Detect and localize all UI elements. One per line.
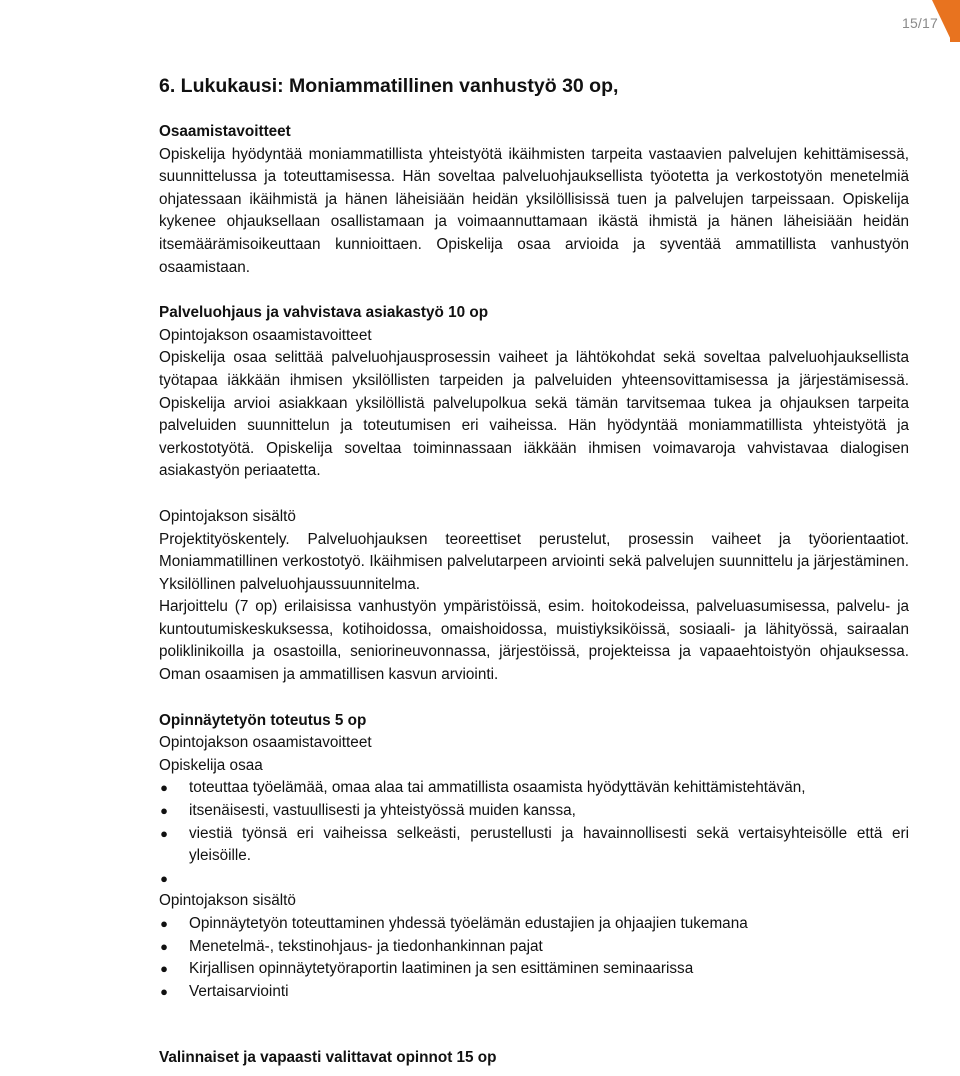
bullet-icon: ●: [160, 938, 168, 954]
section-heading: Osaamistavoitteet: [159, 123, 291, 140]
section-learning-outcomes: [159, 121, 909, 279]
list-item: [159, 823, 909, 868]
list-item-text: Opinnäytetyön toteuttaminen yhdessä työelämän edustajien ja ohjaajien tukemana: [189, 915, 748, 932]
goals-bullet-list: [159, 777, 909, 890]
course-goals-intro: Opiskelija osaa: [159, 756, 263, 774]
content-bullet-list: [159, 913, 909, 1003]
bullet-icon: ●: [160, 983, 168, 999]
bullet-icon: ●: [160, 961, 168, 977]
bullet-icon: ●: [160, 870, 168, 886]
list-item-text: Kirjallisen opinnäytetyöraportin laatiminen ja sen esittäminen seminaarissa: [189, 960, 694, 978]
section-thesis: [159, 710, 909, 1004]
list-item-text: Vertaisarviointi: [189, 982, 289, 1000]
course-content-paragraph: Harjoittelu (7 op) erilaisissa vanhustyön ympäristöissä, esim. hoitokodeissa, palveluasumisessa, palvelu- ja kuntoutumiskeskuksessa, kotihoidossa, omaishoidossa, muistiyksiköissä, sosiaali- ja lähityössä, sairaalan poliklinikoilla ja osastoilla, seniorineuvonnassa, järjestöissä, projekteissa ja vapaaehtoistyön ohjauksessa. Oman osaamisen ja ammatillisen kasvun arviointi.: [159, 598, 909, 684]
bullet-icon: ●: [160, 780, 168, 796]
course-goals-label: Opintojakson osaamistavoitteet: [159, 326, 372, 344]
empty-list-item: [159, 868, 909, 891]
course-goals-text: Opiskelija osaa selittää palveluohjausprosessin vaiheet ja lähtökohdat sekä soveltaa palveluohjauksellista työtapaa iäkkään ihmisen yksilöllisten tarpeiden ja palveluiden yhteensovittamisessa ja järjestämisessä. Opiskelija arvioi asiakkaan yksilöllistä palvelupolkua sekä tämän tarvitsemaa tukea ja ohjauksen tarpeita palveluiden suunnittelun ja toteutumisen eri vaiheissa. Hän hyödyntää moniammatillista yhteistyötä ja verkostotyötä. Opiskelija soveltaa toiminnassaan iäkkään ihmisen voimavaroja vahvistavaa dialogisen asiakastyön periaatetta.: [159, 349, 909, 480]
document-body: [159, 73, 909, 1070]
section-paragraph: Opiskelija hyödyntää moniammatillista yhteistyötä ikäihmisten tarpeita vastaavien palvelujen kehittämisessä, suunnittelussa ja toteuttamisessa. Hän soveltaa palveluohjauksellista työotetta ja verkostotyön menetelmiä ohjatessaan ikäihmistä ja hänen läheisiään heidän yksilöllisissä tuen ja palvelujen tarpeissaan. Opiskelija kykenee ohjauksellaan osallistamaan ja voimaannuttamaan ikästä ihmistä ja hänen läheisiään heidän itsemäärämisoikeuttaan kunnioittaen. Opiskelija osaa arvioida ja syventää ammatillista vanhustyön osaamistaan.: [159, 145, 909, 276]
list-item-text: toteuttaa työelämää, omaa alaa tai ammatillista osaamista hyödyttävän kehittämistehtävän,: [189, 779, 806, 797]
course-heading: Palveluohjaus ja vahvistava asiakastyö 10 op: [159, 304, 489, 322]
course-goals-label: Opintojakson osaamistavoitteet: [159, 734, 372, 752]
bullet-icon: ●: [160, 916, 168, 931]
list-item: [159, 913, 909, 936]
section-service-guidance-content: [159, 506, 909, 687]
bullet-icon: ●: [160, 803, 168, 819]
list-item-text: Menetelmä-, tekstinohjaus- ja tiedonhankinnan pajat: [189, 937, 543, 955]
chapter-title: 6. Lukukausi: Moniammatillinen vanhustyö 30 op,: [159, 75, 619, 97]
list-item-text: itsenäisesti, vastuullisesti ja yhteistyössä muiden kanssa,: [189, 802, 576, 820]
list-item-text: viestiä työnsä eri vaiheissa selkeästi, perustellusti ja havainnollisesti sekä vertaisyhteisölle että eri yleisöille.: [189, 824, 909, 865]
spacer: [159, 1025, 909, 1047]
course-heading: Opinnäytetyön toteutus 5 op: [159, 711, 367, 729]
list-item: [159, 981, 909, 1004]
list-item: [159, 800, 909, 823]
page-number: 15/17: [901, 15, 938, 31]
list-item: [159, 936, 909, 959]
page-accent-bar: [950, 0, 960, 42]
section-service-guidance: [159, 302, 909, 483]
course-content-paragraph: Projektityöskentely. Palveluohjauksen teoreettiset perustelut, prosessin vaiheet ja työorientaatiot. Moniammatillinen verkostotyö. Ikäihmisen palvelutarpeen arviointi sekä palvelujen suunnittelu ja järjestäminen. Yksilöllinen palveluohjaussuunnitelma.: [159, 530, 909, 593]
list-item: [159, 777, 909, 800]
bullet-icon: ●: [160, 825, 168, 841]
list-item: [159, 958, 909, 981]
course-content-label: Opintojakson sisältö: [159, 892, 296, 910]
spacer: [159, 1003, 909, 1025]
course-heading: Valinnaiset ja vapaasti valittavat opinnot 15 op: [159, 1049, 497, 1067]
course-content-label: Opintojakson sisältö: [159, 507, 296, 525]
